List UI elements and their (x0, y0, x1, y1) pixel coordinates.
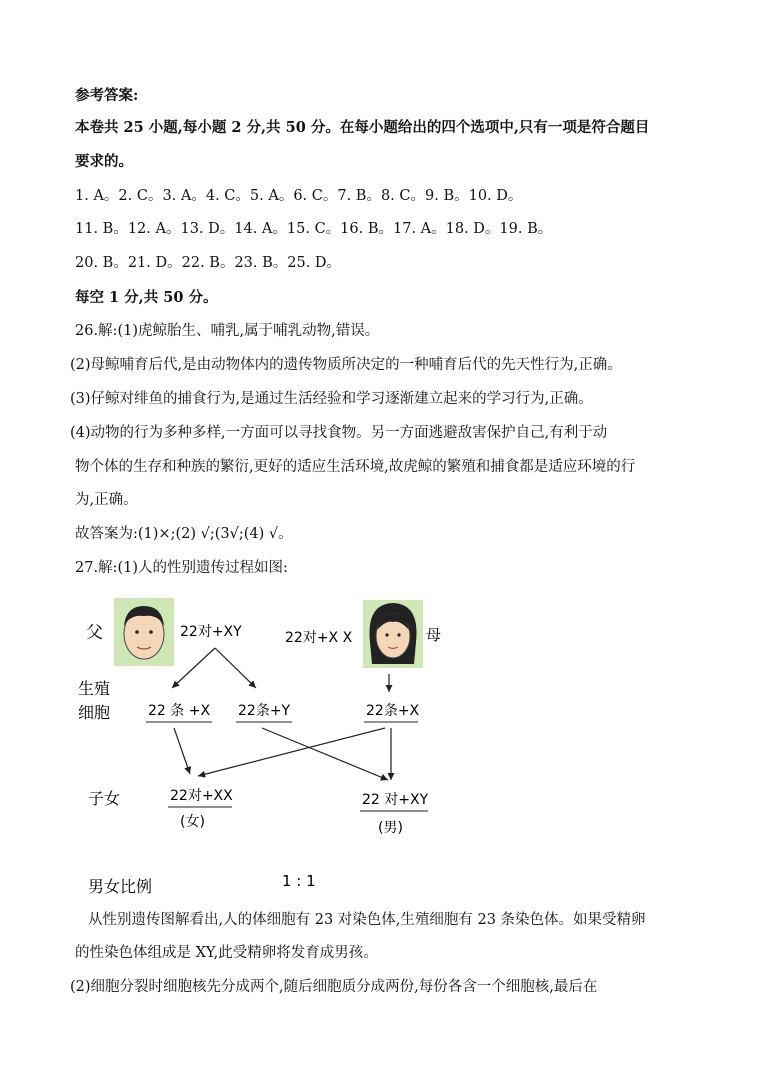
q26-paragraph: (2)母鲸哺育后代,是由动物体内的遗传物质所决定的一种哺育后代的先天性行为,正确。 (70, 357, 622, 373)
section1-header-cont: 要求的。 (75, 153, 133, 170)
q26-paragraph: 26.解:(1)虎鲸胎生、哺乳,属于哺乳动物,错误。 (75, 323, 380, 339)
gamete-father-x: 22 条 +X (148, 703, 211, 719)
answer-row: 1. A。2. C。3. A。4. C。5. A。6. C。7. B。8. C。9. B。10. D。 (75, 188, 523, 204)
sex-ratio-value: 1 : 1 (282, 872, 316, 890)
mother-genotype: 22对+X X (285, 630, 353, 646)
child-male-genotype: 22 对+XY (362, 792, 429, 808)
child-male-sex: (男) (378, 820, 403, 836)
sex-ratio-label: 男女比例 (88, 877, 153, 896)
q27-paragraph: 从性别遗传图解看出,人的体细胞有 23 对染色体,生殖细胞有 23 条染色体。如果受精卵 (88, 912, 646, 928)
section1-header: 本卷共 25 小题,每小题 2 分,共 50 分。在每小题给出的四个选项中,只有一项是符合题目 (75, 119, 650, 136)
section2-header: 每空 1 分,共 50 分。 (75, 289, 218, 306)
gametes-label: 细胞 (78, 703, 111, 722)
q27-paragraph: 的性染色体组成是 XY,此受精卵将发育成男孩。 (75, 945, 378, 961)
q27-paragraph: 27.解:(1)人的性别遗传过程如图: (75, 560, 288, 576)
answer-row: 11. B。12. A。13. D。14. A。15. C。16. B。17. A。18. D。19. B。 (75, 221, 553, 237)
sex-inheritance-diagram (0, 590, 761, 910)
mother-face-icon (363, 600, 423, 668)
answer-row: 20. B。21. D。22. B。23. B。25. D。 (75, 255, 342, 271)
child-female-sex: (女) (180, 814, 205, 830)
gamete-father-y: 22条+Y (238, 703, 291, 719)
father-face-icon (114, 598, 174, 666)
q26-paragraph: (3)仔鲸对绯鱼的捕食行为,是通过生活经验和学习逐渐建立起来的学习行为,正确。 (70, 391, 593, 407)
mother-label: 母 (426, 626, 442, 644)
father-label: 父 (86, 623, 103, 643)
answer-title: 参考答案: (75, 87, 139, 104)
q26-answer: 故答案为:(1)×;(2) √;(3√;(4) √。 (75, 526, 293, 542)
father-genotype: 22对+XY (180, 624, 242, 640)
q26-paragraph: (4)动物的行为多种多样,一方面可以寻找食物。另一方面逃避敌害保护自己,有利于动 (70, 425, 608, 441)
q26-paragraph: 为,正确。 (75, 492, 138, 508)
gametes-label: 生殖 (78, 679, 111, 698)
q26-paragraph: 物个体的生存和种族的繁衍,更好的适应生活环境,故虎鲸的繁殖和捕食都是适应环境的行 (75, 459, 636, 475)
gamete-mother-x: 22条+X (366, 703, 420, 719)
offspring-label: 子女 (88, 789, 121, 808)
q27-paragraph: (2)细胞分裂时细胞核先分成两个,随后细胞质分成两份,每份各含一个细胞核,最后在 (70, 979, 598, 995)
child-female-genotype: 22对+XX (170, 788, 233, 804)
